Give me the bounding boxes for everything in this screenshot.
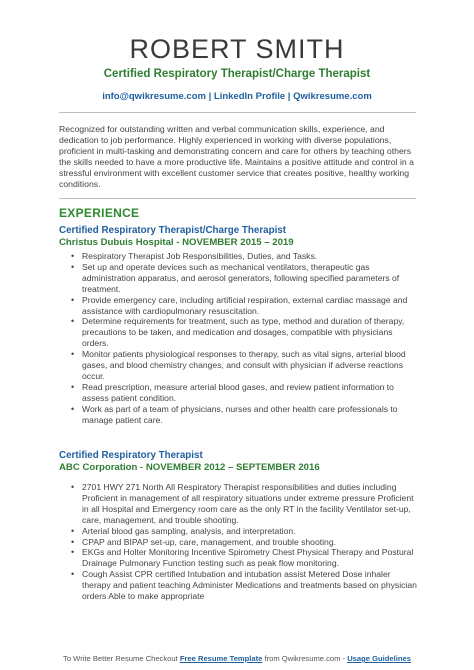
page-footer — [0, 654, 474, 663]
linkedin-link[interactable]: LinkedIn Profile — [213, 91, 286, 102]
summary-divider — [59, 198, 416, 199]
candidate-name: ROBERT SMITH — [129, 34, 345, 64]
job-title: Certified Respiratory Therapist/Charge Therapist — [59, 225, 287, 236]
candidate-title: Certified Respiratory Therapist/Charge Therapist — [103, 68, 371, 80]
job-company-dates: ABC Corporation - NOVEMBER 2012 – SEPTEMBER 2016 — [59, 462, 320, 473]
contact-separator: | — [205, 91, 214, 102]
email-link[interactable]: info@qwikresume.com — [102, 91, 206, 102]
footer-middle: from Qwikresume.com - — [262, 654, 348, 663]
list-item: • EKGs and Holter Monitoring Incentive Spirometry Chest Physical Therapy and Postural Drainage Pulmonary Function testing such as peak flow monitoring. — [71, 547, 419, 569]
list-item: • Monitor patients physiological responses to therapy, such as vital signs, arterial blood gases, and blood chemistry changes, and consult with physician if adverse reactions occur. — [71, 349, 419, 382]
list-item: • Provide emergency care, including artificial respiration, external cardiac massage and assistance with cardiopulmonary resuscitation. — [71, 295, 419, 317]
free-template-link[interactable]: Free Resume Template — [179, 654, 263, 663]
experience-heading: EXPERIENCE — [59, 206, 140, 220]
contact-separator: | — [285, 91, 294, 102]
job-bullets — [59, 482, 419, 602]
summary-paragraph: Recognized for outstanding written and verbal communication skills, experience, and dedication to job performance. Highly experienced in working with diverse populations, proficient in multi-tasking and demonstrating concern and care for others by teaching others the skills needed to have a more productive life. Maintains a positive attitude and control in a stressful environment with excellent customer service that creates positive, healthy working conditions. — [59, 124, 414, 190]
list-item: • Determine requirements for treatment, such as type, method and duration of therapy, precautions to be taken, and medication and dosages, compatible with physicians orders. — [71, 316, 419, 349]
footer-prefix: To Write Better Resume Checkout — [63, 654, 180, 663]
list-item: • Set up and operate devices such as mechanical ventilators, therapeutic gas administration apparatus, and aerosol generators, following specified parameters of treatment. — [71, 262, 419, 295]
list-item: • CPAP and BIPAP set-up, care, management, and trouble shooting. — [71, 537, 419, 548]
usage-guidelines-link[interactable]: Usage Guidelines — [347, 654, 411, 663]
job-company-dates: Christus Dubuis Hospital - NOVEMBER 2015 – 2019 — [59, 237, 294, 248]
list-item: • Cough Assist CPR certified Intubation and intubation assist Metered Dose inhaler therapy and patient teaching Administer Medications and treatments based on physician orders Able to make appropriate — [71, 569, 419, 602]
job-entry-1 — [59, 225, 419, 426]
header-divider — [59, 112, 416, 113]
list-item: • Respiratory Therapist Job Responsibilities, Duties, and Tasks. — [71, 251, 419, 262]
list-item: • Arterial blood gas sampling, analysis, and interpretation. — [71, 526, 419, 537]
list-item: • 2701 HWY 271 North All Respiratory Therapist responsibilities and duties including Proficient in management of all respiratory situations under extreme pressure Proficient in all Hospital and Emergency room care as the only RT in the facility Ventilator set-up, care, management, and trouble shooting. — [71, 482, 419, 526]
list-item: • Work as part of a team of physicians, nurses and other health care professionals to manage patient care. — [71, 404, 419, 426]
job-title: Certified Respiratory Therapist — [59, 450, 203, 461]
website-link[interactable]: Qwikresume.com — [293, 91, 372, 102]
job-bullets — [59, 251, 419, 426]
contact-line — [0, 91, 474, 102]
list-item: • Read prescription, measure arterial blood gases, and review patient information to assess patient condition. — [71, 382, 419, 404]
job-entry-2 — [59, 450, 419, 602]
